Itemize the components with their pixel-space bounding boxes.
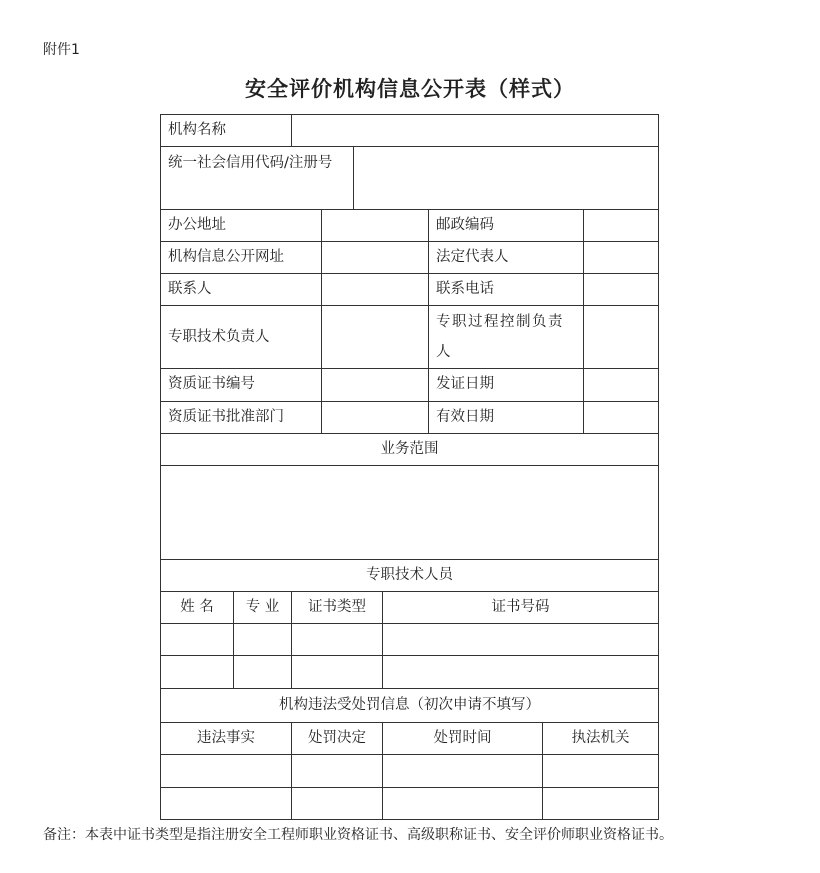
staff-col-cert-type: 证书类型 <box>292 592 383 624</box>
legal-rep-label: 法定代表人 <box>429 242 584 274</box>
staff-cell[interactable] <box>383 624 659 656</box>
tech-lead-field[interactable] <box>322 306 429 369</box>
org-name-label: 机构名称 <box>161 115 292 147</box>
footnote: 备注：本表中证书类型是指注册安全工程师职业资格证书、高级职称证书、安全评价师职业资格证书。 <box>43 827 673 843</box>
penalty-header: 机构违法受处罚信息（初次申请不填写） <box>161 689 659 723</box>
penalty-cell[interactable] <box>543 755 659 788</box>
process-lead-field[interactable] <box>584 306 659 369</box>
penalty-cell[interactable] <box>383 788 543 820</box>
contact-phone-label: 联系电话 <box>429 274 584 306</box>
staff-cell[interactable] <box>161 624 234 656</box>
staff-cell[interactable] <box>234 656 292 689</box>
staff-cell[interactable] <box>292 624 383 656</box>
staff-cell[interactable] <box>383 656 659 689</box>
valid-date-field[interactable] <box>584 402 659 434</box>
info-website-field[interactable] <box>322 242 429 274</box>
process-lead-label: 专职过程控制负责人 <box>429 306 584 369</box>
penalty-cell[interactable] <box>292 788 383 820</box>
info-website-label: 机构信息公开网址 <box>161 242 322 274</box>
business-scope-field[interactable] <box>161 466 659 560</box>
issue-date-field[interactable] <box>584 369 659 402</box>
issue-date-label: 发证日期 <box>429 369 584 402</box>
legal-rep-field[interactable] <box>584 242 659 274</box>
tech-staff-header: 专职技术人员 <box>161 560 659 592</box>
cert-number-field[interactable] <box>322 369 429 402</box>
penalty-cell[interactable] <box>161 788 292 820</box>
penalty-col-time: 处罚时间 <box>383 723 543 755</box>
contact-phone-field[interactable] <box>584 274 659 306</box>
tech-lead-label: 专职技术负责人 <box>161 306 322 369</box>
credit-code-field[interactable] <box>354 147 659 210</box>
penalty-cell[interactable] <box>292 755 383 788</box>
org-name-field[interactable] <box>292 115 659 147</box>
penalty-col-decision: 处罚决定 <box>292 723 383 755</box>
office-address-field[interactable] <box>322 210 429 242</box>
contact-person-label: 联系人 <box>161 274 322 306</box>
penalty-cell[interactable] <box>543 788 659 820</box>
staff-cell[interactable] <box>161 656 234 689</box>
staff-cell[interactable] <box>234 624 292 656</box>
postal-code-field[interactable] <box>584 210 659 242</box>
staff-col-major: 专 业 <box>234 592 292 624</box>
penalty-col-facts: 违法事实 <box>161 723 292 755</box>
staff-col-name: 姓 名 <box>161 592 234 624</box>
disclosure-form-table <box>160 114 659 820</box>
attachment-label: 附件1 <box>43 42 80 58</box>
approval-dept-label: 资质证书批准部门 <box>161 402 322 434</box>
valid-date-label: 有效日期 <box>429 402 584 434</box>
penalty-cell[interactable] <box>161 755 292 788</box>
staff-col-cert-number: 证书号码 <box>383 592 659 624</box>
business-scope-header: 业务范围 <box>161 434 659 466</box>
office-address-label: 办公地址 <box>161 210 322 242</box>
penalty-cell[interactable] <box>383 755 543 788</box>
staff-cell[interactable] <box>292 656 383 689</box>
contact-person-field[interactable] <box>322 274 429 306</box>
page-title: 安全评价机构信息公开表（样式） <box>245 76 575 101</box>
approval-dept-field[interactable] <box>322 402 429 434</box>
cert-number-label: 资质证书编号 <box>161 369 322 402</box>
penalty-col-authority: 执法机关 <box>543 723 659 755</box>
credit-code-label: 统一社会信用代码/注册号 <box>161 147 354 210</box>
postal-code-label: 邮政编码 <box>429 210 584 242</box>
